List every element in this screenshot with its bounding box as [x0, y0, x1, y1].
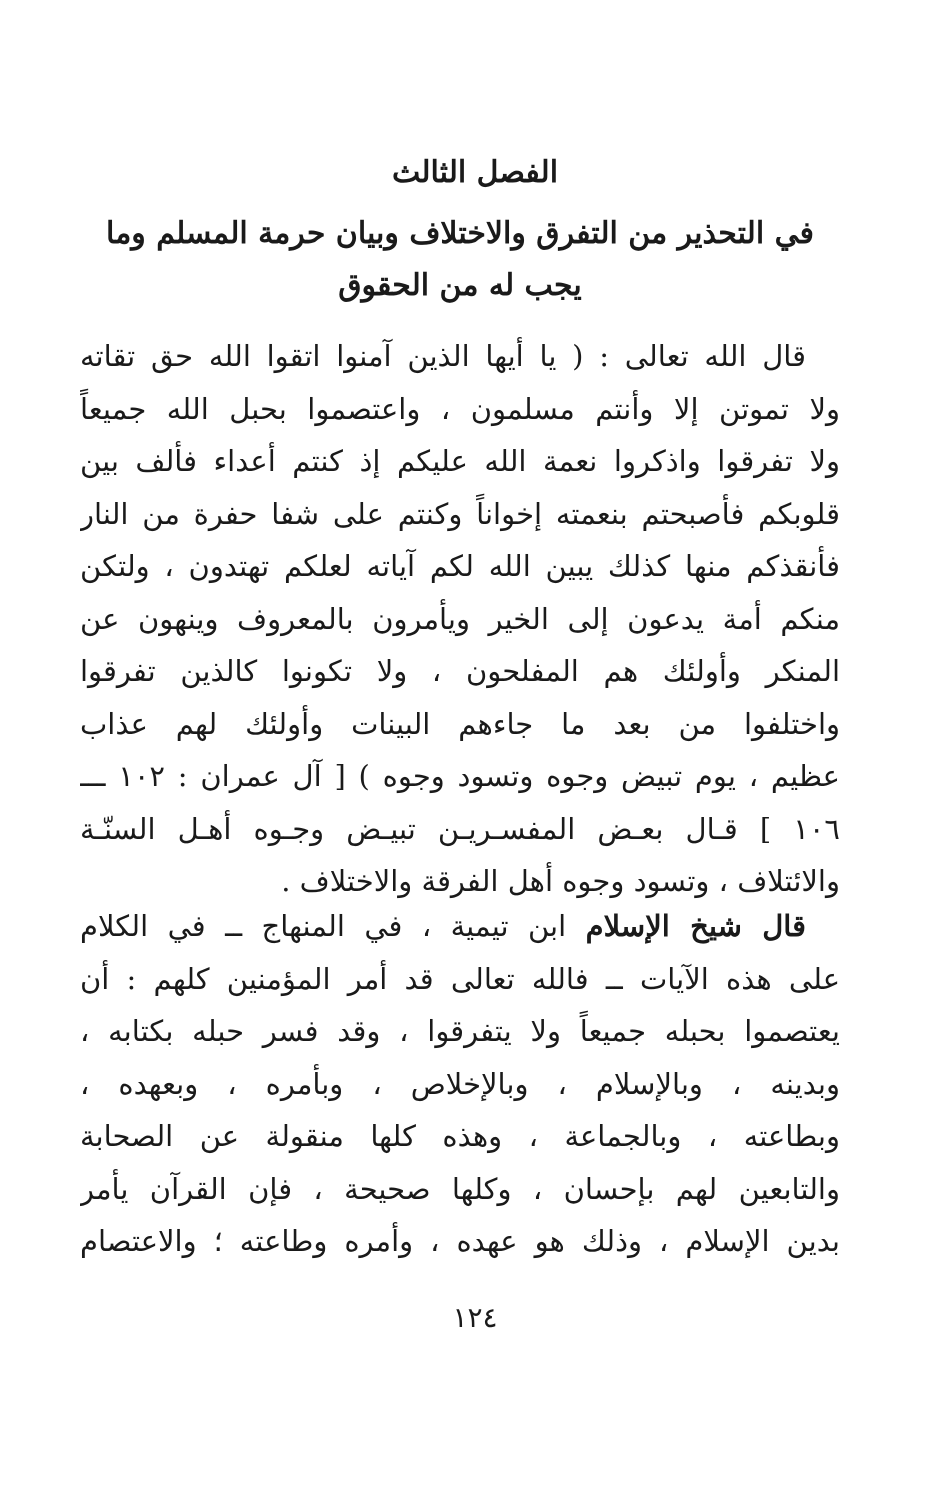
- text-line: فأنقذكم منها كذلك يبين الله لكم آياته لعلكم تهتدون ، ولتكن: [80, 549, 840, 583]
- text-line: المنكر وأولئك هم المفلحون ، ولا تكونوا كالذين تفرقوا: [80, 654, 840, 688]
- ibn-taymiyya-paragraph: [80, 900, 840, 1268]
- text-line: يعتصموا بحبله جميعاً ولا يتفرقوا ، وقد فسر حبله بكتابه ،: [80, 1014, 840, 1048]
- text-line: والائتلاف ، وتسود وجوه أهل الفرقة والاختلاف .: [281, 864, 840, 898]
- text-line: على هذه الآيات ــ فالله تعالى قد أمر المؤمنين كلهم : أن: [80, 961, 840, 996]
- text-line: وبدينه ، وبالإسلام ، وبالإخلاص ، وبأمره ، وبعهده ،: [80, 1066, 840, 1101]
- chapter-subtitle: [80, 208, 840, 312]
- page-number: ١٢٤: [452, 1301, 498, 1334]
- text-line: ولا تفرقوا واذكروا نعمة الله عليكم إذ كنتم أعداء فألف بين: [80, 444, 840, 478]
- text-line-rest: ابن تيمية ، في المنهاج ــ في الكلام: [80, 909, 586, 943]
- text-line: قال الله تعالى : ( يا أيها الذين آمنوا اتقوا الله حق تقاته: [80, 339, 806, 373]
- text-line: عظيم ، يوم تبيض وجوه وتسود وجوه ) [ آل عمران : ١٠٢ ـــ: [80, 759, 840, 793]
- text-line: ١٠٦ ] قـال بعـض المفسـريـن تبيـض وجـوه أهـل السنّـة: [80, 811, 840, 846]
- text-line: قلوبكم فأصبحتم بنعمته إخواناً وكنتم على شفا حفرة من النار: [80, 496, 840, 531]
- text-line: واختلفوا من بعد ما جاءهم البينات وأولئك لهم عذاب: [80, 706, 840, 741]
- text-line: ولا تموتن إلا وأنتم مسلمون ، واعتصموا بحبل الله جميعاً: [80, 391, 840, 426]
- chapter-subtitle-line: يجب له من الحقوق: [338, 268, 582, 303]
- quran-quote-paragraph: [80, 330, 840, 908]
- text-line: والتابعين لهم بإحسان ، وكلها صحيحة ، فإن القرآن يأمر: [80, 1171, 840, 1206]
- text-line: منكم أمة يدعون إلى الخير ويأمرون بالمعروف وينهون عن: [80, 601, 840, 636]
- text-line: وبطاعته ، وبالجماعة ، وهذه كلها منقولة عن الصحابة: [80, 1119, 840, 1153]
- chapter-title: الفصل الثالث: [391, 155, 559, 190]
- chapter-subtitle-line: في التحذير من التفرق والاختلاف وبيان حرمة المسلم وما: [106, 216, 814, 251]
- text-line: [80, 900, 840, 953]
- paragraph-lead: قال شيخ الإسلام: [585, 909, 806, 943]
- text-line: بدين الإسلام ، وذلك هو عهده ، وأمره وطاعته ؛ والاعتصام: [80, 1224, 840, 1258]
